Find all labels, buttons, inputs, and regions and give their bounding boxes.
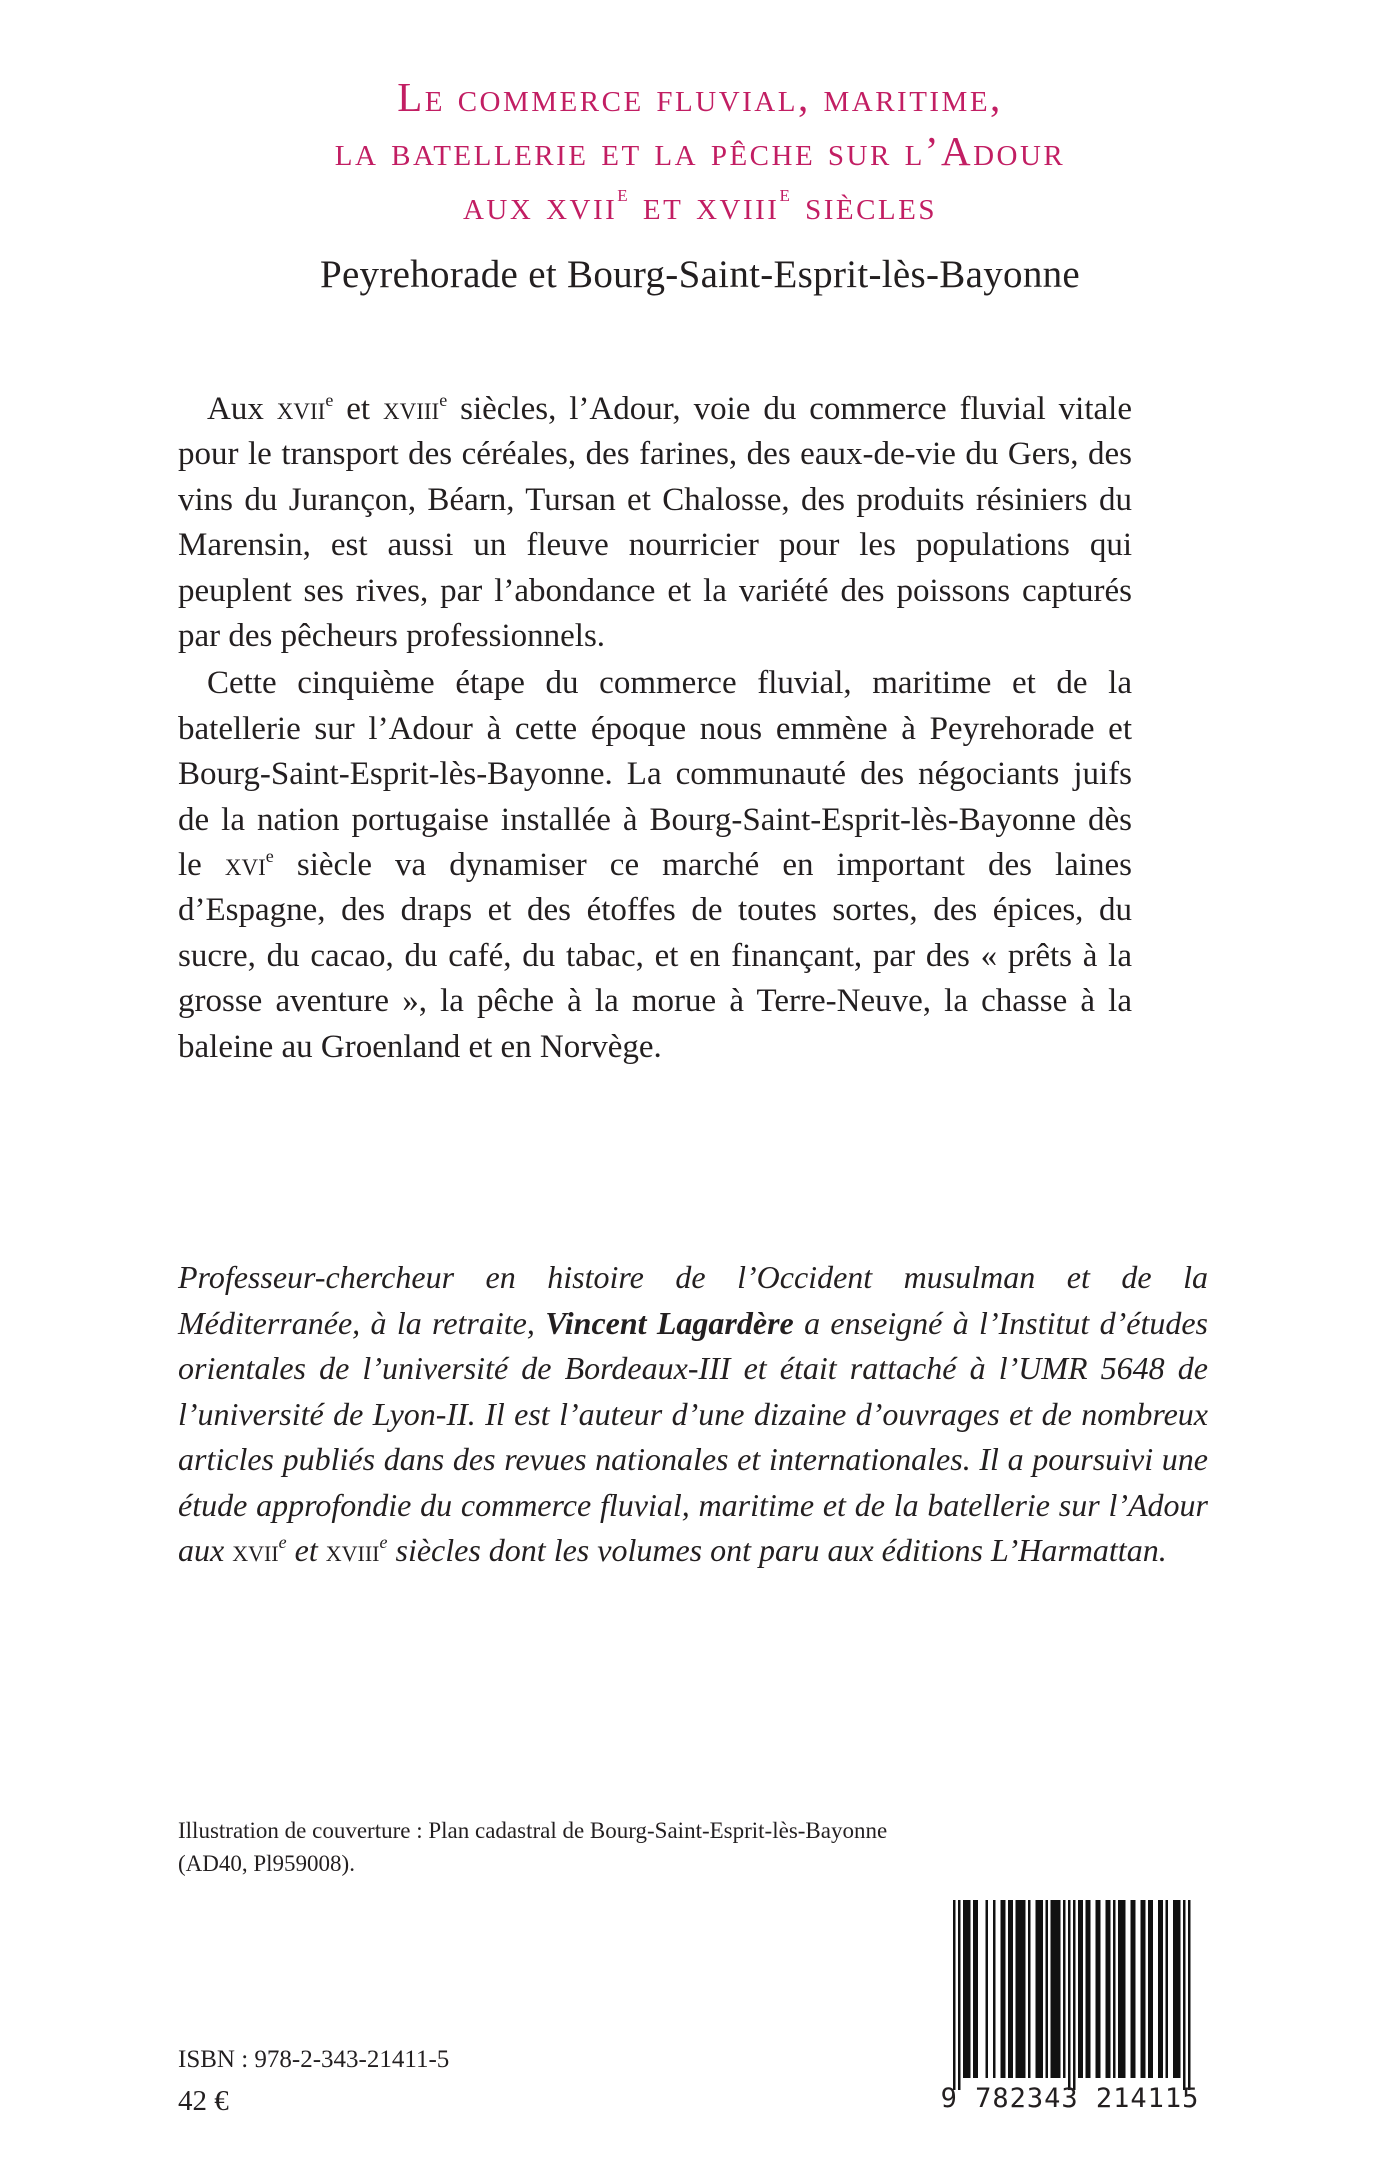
barcode-bar — [1008, 1900, 1011, 2078]
barcode-bar — [1068, 1900, 1071, 2090]
price: 42 € — [178, 2085, 229, 2117]
barcode-bar — [1151, 1900, 1154, 2078]
barcode-bar — [1001, 1900, 1004, 2078]
author-bio — [178, 1255, 1208, 1574]
barcode-bar — [968, 1900, 971, 2078]
barcode-bar — [1081, 1900, 1084, 2078]
barcode-bar — [1058, 1900, 1061, 2078]
barcode-bar — [986, 1900, 989, 2078]
barcode-bar — [976, 1900, 979, 2078]
title-line-3: aux xvii$^e$ et xviii$^e$ siècles — [462, 181, 937, 228]
barcode-bar — [1158, 1900, 1161, 2078]
barcode-bar — [1046, 1900, 1049, 2078]
cover-illustration-credit — [178, 1814, 938, 1880]
barcode-bar — [1063, 1900, 1066, 2078]
credit-line-1: Illustration de couverture : Plan cadastral de Bourg-Saint-Esprit-lès-Bayonne — [178, 1818, 888, 1843]
barcode-bar — [1118, 1900, 1121, 2078]
barcode-bar — [1121, 1900, 1124, 2078]
barcode-bar — [1041, 1900, 1044, 2078]
barcode-bar — [973, 1900, 976, 2078]
barcode-bar — [1183, 1900, 1186, 2090]
barcode-bar — [1106, 1900, 1109, 2078]
barcode-bar — [963, 1900, 966, 2078]
summary-paragraph-2: Cette cinquième étape du commerce fluvial, maritime et de la batellerie sur l’Adour à cette époque nous emmène à Peyrehorade et Bourg-Saint-Esprit-lès-Bayonne. La communauté des négociants juifs de la nation portugaise installée à Bourg-Saint-Esprit-lès-Bayonne dès le xvi$^e$ siècle va dynamiser ce marché en important des laines d’Espagne, des draps et des étoffes de toutes sortes, des épices, du sucre, du cacao, du café, du tabac, et en finançant, par des « prêts à la grosse aventure », la pêche à la morue à Terre-Neuve, la chasse à la baleine au Groenland et en Norvège. — [178, 665, 1132, 1065]
barcode-bars — [935, 1900, 1205, 2090]
barcode-bar — [1036, 1900, 1039, 2078]
barcode-bar — [1176, 1900, 1179, 2078]
barcode-bar — [1148, 1900, 1151, 2078]
barcode-bar — [1188, 1900, 1191, 2090]
summary-text — [178, 387, 1132, 1070]
barcode-bar — [1023, 1900, 1026, 2078]
barcode-bar — [1011, 1900, 1014, 2078]
barcode-bar — [1016, 1900, 1019, 2078]
barcode-bar — [953, 1900, 956, 2090]
barcode-bar — [1073, 1900, 1076, 2090]
barcode-bar — [1123, 1900, 1126, 2078]
barcode-bar — [1178, 1900, 1181, 2078]
barcode-bar — [1051, 1900, 1054, 2078]
title-line-1: Le commerce fluvial, maritime, — [397, 74, 1003, 120]
isbn: ISBN : 978-2-343-21411-5 — [178, 2046, 450, 2073]
barcode-bar — [1143, 1900, 1146, 2078]
title-block — [0, 70, 1400, 300]
barcode-bar — [1021, 1900, 1024, 2078]
barcode-bar — [958, 1900, 961, 2090]
author-name: Vincent Lagardère — [545, 1304, 794, 1341]
barcode-bar — [1131, 1900, 1134, 2078]
barcode-bar — [1018, 1900, 1021, 2078]
barcode-bar — [1088, 1900, 1091, 2078]
barcode-bar — [966, 1900, 969, 2078]
subtitle: Peyrehorade et Bourg-Saint-Esprit-lès-Bayonne — [319, 253, 1081, 296]
barcode — [935, 1900, 1205, 2120]
barcode-bar — [1096, 1900, 1099, 2078]
barcode-bar — [1108, 1900, 1111, 2078]
barcode-bar — [1113, 1900, 1116, 2078]
author-bio-text: Professeur-chercheur en histoire de l’Occident musulman et de la Méditerranée, à la retraite, Vincent Lagardère a enseigné à l’Institut d’études orientales de l’université de Bordeaux-III et était rattaché à l’UMR 5648 de l’université de Lyon-II. Il est l’auteur d’une dizaine d’ouvrages et de nombreux articles publiés dans des revues nationales et internationales. Il a poursuivi une étude approfondie du commerce fluvial, maritime et de la batellerie sur l’Adour aux xvii$^e$ et xviii$^e$ siècles dont les volumes ont paru aux éditions L’Harmattan. — [178, 1259, 1209, 1568]
barcode-bar — [1056, 1900, 1059, 2078]
barcode-bar — [1098, 1900, 1101, 2078]
barcode-bar — [1003, 1900, 1006, 2078]
barcode-bar — [1028, 1900, 1031, 2078]
barcode-bar — [1086, 1900, 1089, 2078]
title-line-2: la batellerie et la pêche sur l’Adour — [334, 128, 1066, 174]
barcode-bar — [993, 1900, 996, 2078]
barcode-bar — [1053, 1900, 1056, 2078]
barcode-digits: 9 782343 214115 — [940, 2083, 1200, 2114]
barcode-bar — [1078, 1900, 1081, 2078]
barcode-bar — [1133, 1900, 1136, 2078]
barcode-bar — [1173, 1900, 1176, 2078]
barcode-bar — [1038, 1900, 1041, 2078]
barcode-bar — [1166, 1900, 1169, 2078]
barcode-bar — [1161, 1900, 1164, 2078]
credit-line-2: (AD40, Pl959008). — [178, 1851, 355, 1876]
barcode-bar — [1141, 1900, 1144, 2078]
summary-paragraph-1: Aux xvii$^e$ et xviii$^e$ siècles, l’Adour, voie du commerce fluvial vitale pour le transport des céréales, des farines, des eaux-de-vie du Gers, des vins du Jurançon, Béarn, Tursan et Chalosse, des produits résiniers du Marensin, est aussi un fleuve nourricier pour les populations qui peuplent ses rives, par l’abondance et la variété des poissons capturés par des pêcheurs professionnels. — [178, 390, 1132, 655]
